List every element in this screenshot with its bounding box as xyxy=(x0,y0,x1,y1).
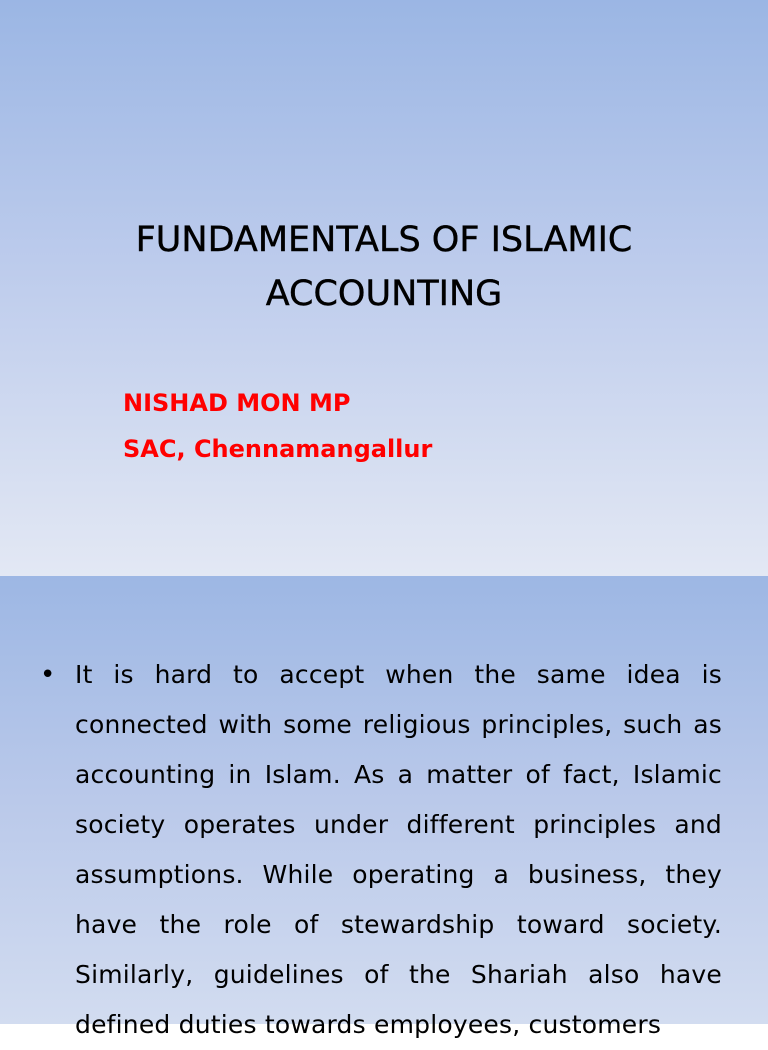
slide-title-line-1: FUNDAMENTALS OF ISLAMIC xyxy=(135,220,633,261)
bullet-item xyxy=(40,650,722,1050)
bullet-marker-icon: • xyxy=(40,660,56,690)
bullet-text: It is hard to accept when the same idea is connected with some religious principles, such as accounting in Islam. As a matter of fact, Islamic society operates under different principles and assumptions. While operating a business, they have the role of stewardship toward society. Similarly, guidelines of the Shariah also have defined duties towards employees, customers xyxy=(75,660,722,1039)
author-institution: SAC, Chennamangallur xyxy=(123,435,433,463)
slide-subtitle xyxy=(123,380,683,472)
content-slide xyxy=(0,576,768,1039)
slide-title-line-2: ACCOUNTING xyxy=(265,274,503,315)
slide-title xyxy=(40,213,728,321)
author-name: NISHAD MON MP xyxy=(123,389,351,417)
